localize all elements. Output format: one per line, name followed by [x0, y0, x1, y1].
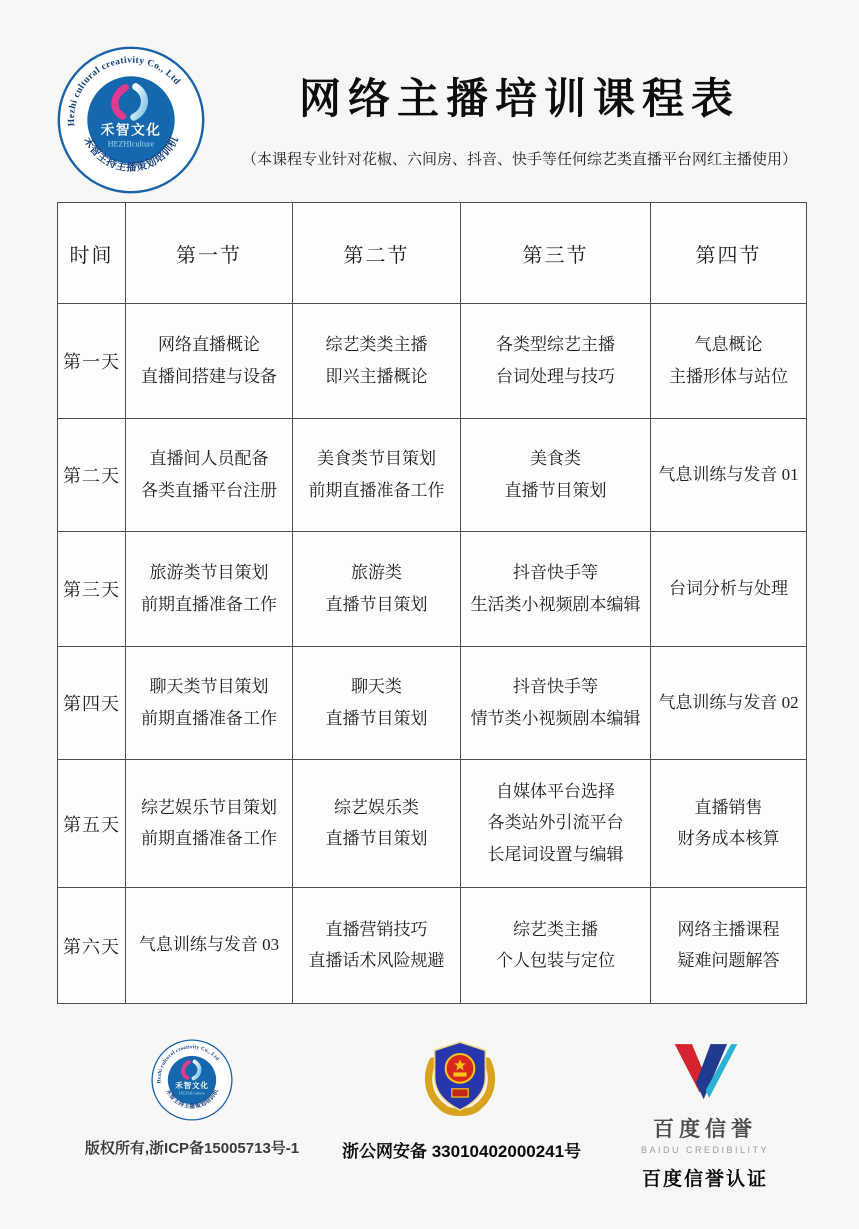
course-cell — [126, 647, 293, 760]
course-line: 网络直播概论 — [158, 335, 260, 355]
day-cell: 第五天 — [58, 760, 126, 888]
col-header-period-1: 第一节 — [126, 203, 293, 304]
footer-copyright-block — [57, 1038, 327, 1158]
course-cell — [126, 888, 293, 1004]
footer-baidu-block — [602, 1040, 808, 1191]
course-line: 气息训练与发音 01 — [658, 464, 799, 484]
course-line: 直播话术风险规避 — [308, 951, 445, 970]
course-cell — [293, 419, 461, 532]
course-line: 直播间人员配备 — [149, 449, 269, 469]
icp-record-text: 版权所有,浙ICP备15005713号-1 — [84, 1140, 300, 1157]
baidu-credibility-cn: 百度信誉 — [653, 1118, 757, 1141]
course-line: 旅游类 — [351, 563, 402, 583]
course-line: 主播形体与站位 — [669, 366, 788, 386]
course-cell — [126, 760, 293, 888]
company-logo-small — [150, 1038, 234, 1122]
course-line: 财务成本核算 — [677, 829, 780, 848]
course-line: 各类直播平台注册 — [141, 480, 277, 500]
course-cell — [461, 888, 651, 1004]
course-line: 疑难问题解答 — [677, 951, 780, 970]
course-line: 自媒体平台选择 — [496, 782, 615, 802]
day-cell: 第二天 — [58, 419, 126, 532]
course-line: 个人包装与定位 — [496, 951, 615, 970]
course-line: 各类站外引流平台 — [487, 813, 624, 833]
baidu-cert-text: 百度信誉认证 — [641, 1169, 768, 1190]
course-line: 气息训练与发音 03 — [138, 935, 280, 955]
day-cell: 第六天 — [58, 888, 126, 1004]
course-cell — [461, 304, 651, 419]
course-line: 旅游类节目策划 — [149, 563, 269, 583]
day-cell: 第四天 — [58, 647, 126, 760]
course-cell — [293, 647, 461, 760]
col-header-period-3: 第三节 — [461, 203, 651, 304]
course-line: 聊天类 — [351, 677, 402, 697]
course-line: 气息训练与发音 02 — [658, 692, 799, 712]
course-cell — [461, 647, 651, 760]
table-row-day-5 — [58, 760, 807, 888]
course-line: 抖音快手等 — [513, 677, 598, 697]
course-line: 前期直播准备工作 — [141, 708, 277, 728]
course-line: 前期直播准备工作 — [141, 594, 277, 614]
course-cell — [461, 760, 651, 888]
course-line: 网络主播课程 — [677, 919, 780, 939]
course-line: 各类型综艺主播 — [496, 335, 615, 355]
course-schedule-table — [57, 202, 807, 1004]
course-line: 即兴主播概论 — [325, 366, 428, 386]
course-cell — [651, 760, 807, 888]
course-line: 美食类 — [530, 449, 581, 469]
course-line: 直播销售 — [694, 797, 763, 817]
police-record-text: 浙公网安备 33010402000241号 — [342, 1142, 582, 1161]
course-line: 美食类节目策划 — [317, 449, 436, 469]
table-row-day-1 — [58, 304, 807, 419]
course-line: 直播营销技巧 — [325, 919, 428, 939]
course-cell — [293, 888, 461, 1004]
table-row-day-2 — [58, 419, 807, 532]
course-line: 气息概论 — [694, 335, 763, 355]
course-line: 直播节目策划 — [504, 480, 607, 500]
table-header-row — [58, 203, 807, 304]
course-line: 台词分析与处理 — [669, 578, 788, 598]
course-line: 情节类小视频剧本编辑 — [470, 708, 641, 728]
col-header-period-4: 第四节 — [651, 203, 807, 304]
course-line: 直播节目策划 — [325, 829, 428, 848]
baidu-credibility-icon — [670, 1040, 740, 1102]
baidu-credibility-en: BAIDU CREDIBILITY — [640, 1145, 770, 1155]
course-cell — [651, 647, 807, 760]
course-line: 抖音快手等 — [513, 563, 598, 583]
page-title: 网络主播培训课程表 — [298, 77, 740, 123]
course-cell — [293, 532, 461, 647]
page-subtitle: （本课程专业针对花椒、六间房、抖音、快手等任何综艺类直播平台网红主播使用） — [241, 152, 797, 168]
course-line: 综艺娱乐节目策划 — [141, 797, 277, 817]
company-logo — [55, 44, 207, 196]
course-cell — [651, 419, 807, 532]
course-line: 直播间搭建与设备 — [141, 366, 277, 386]
course-cell — [126, 532, 293, 647]
table-row-day-4 — [58, 647, 807, 760]
course-cell — [651, 888, 807, 1004]
course-line: 生活类小视频剧本编辑 — [470, 594, 641, 614]
course-line: 综艺类主播 — [513, 919, 598, 939]
course-line: 前期直播准备工作 — [141, 829, 277, 848]
course-cell — [461, 532, 651, 647]
col-header-time: 时间 — [58, 203, 126, 304]
course-line: 综艺娱乐类 — [334, 797, 419, 817]
course-cell — [651, 532, 807, 647]
day-cell: 第一天 — [58, 304, 126, 419]
police-badge-icon — [419, 1038, 501, 1120]
course-line: 长尾词设置与编辑 — [487, 844, 624, 864]
course-cell — [293, 760, 461, 888]
course-cell — [651, 304, 807, 419]
table-row-day-3 — [58, 532, 807, 647]
day-cell: 第三天 — [58, 532, 126, 647]
course-line: 直播节目策划 — [325, 708, 428, 728]
header — [200, 66, 839, 169]
course-line: 综艺类类主播 — [325, 335, 428, 355]
course-cell — [126, 304, 293, 419]
course-line: 前期直播准备工作 — [308, 480, 445, 500]
course-cell — [461, 419, 651, 532]
course-line: 直播节目策划 — [325, 594, 428, 614]
course-line: 台词处理与技巧 — [496, 366, 615, 386]
course-cell — [293, 304, 461, 419]
footer-police-block — [342, 1038, 582, 1162]
col-header-period-2: 第二节 — [293, 203, 461, 304]
table-row-day-6 — [58, 888, 807, 1004]
course-cell — [126, 419, 293, 532]
course-line: 聊天类节目策划 — [149, 677, 269, 697]
